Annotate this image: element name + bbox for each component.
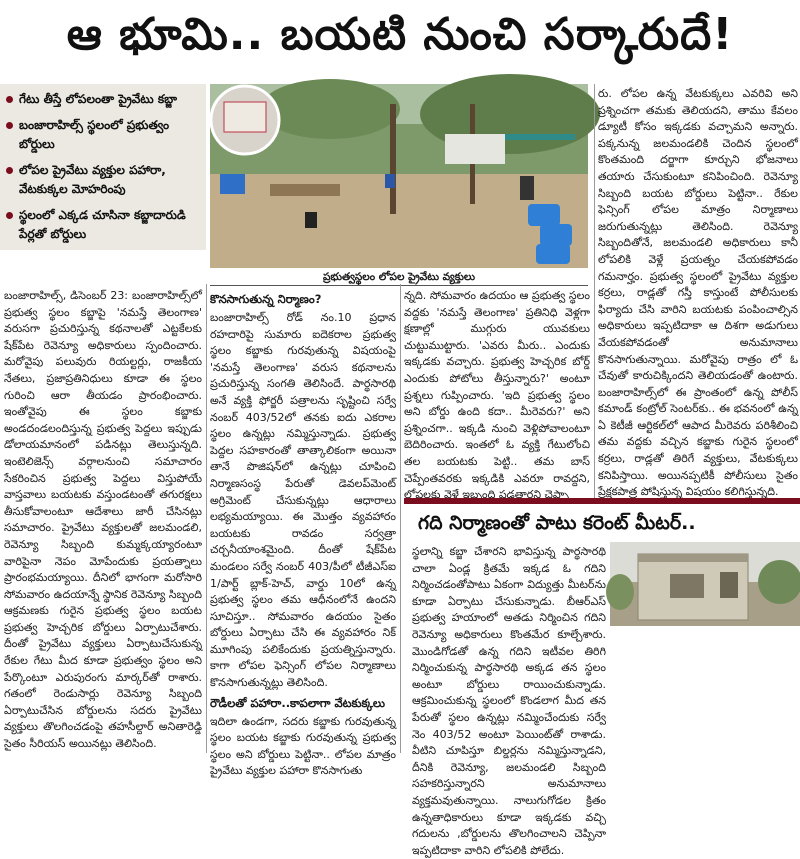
highlight-text: స్థలంలో ఎక్కడ చూసినా కబ్జాదారుడి పేర్లతో బోర్డులు [19, 208, 186, 241]
bullet-icon [6, 122, 13, 129]
subheading: కొనసాగుతున్న నిర్మాణం? [210, 292, 322, 306]
highlight-text: గేటు తీస్తే లోపలంతా ప్రైవేటు కబ్జా [19, 92, 177, 106]
photo-caption: ప్రభుత్వస్థలం లోపల ప్రైవేటు వ్యక్తులు [210, 268, 588, 286]
bullet-icon [6, 96, 13, 103]
article-column-2 [210, 288, 396, 778]
body-paragraph: ఇదిలా ఉండగా, సదరు కబ్జాకు గురవుతున్న స్థలం బయట కబ్జాకు గురవుతున్న ప్రభుత్వ స్థలం అని బోర్డులు పెట్టినా.. లోపల మాత్రం ప్రైవేటు వ్యక్తుల పహారా కొనసాగుతు [210, 714, 396, 778]
news-photo [210, 84, 588, 268]
highlight-text: బంజారాహిల్స్‌ స్థలంలో ప్రభుత్వం బోర్డులు [19, 118, 170, 151]
body-paragraph: స్థలాన్ని కబ్జా చేశారని భావిస్తున్న పార్థసారథి చాలా ఏండ్ల క్రితమే ఇక్కడ ఓ గదిని నిర్మించడంతోపాటు ఏకంగా విద్యుత్తు మీటర్‌ను కూడా ఏర్పాటు చేసుకున్నాడు. బీఆర్‌ఎస్‌ ప్రభుత్వ హయాంలో అతడు నిర్మించిన గదిని రెవెన్యూ అధికారులు కొంతమేర కూల్చేశారు. మొండిగోడతో ఉన్న గదిని ఇటీవల తిరిగి నిర్మించుకున్న పార్థసారథి అక్కడ తన స్థలం అంటూ బోర్డులు రాయించుకున్నాడు. ఆక్రమించుకున్న స్థలంలో కొండలాగ మీద తన పేరుతో స్థలం ఉన్నట్లు నమ్మించేందుకు సర్వే నెం 403/52 అంటూ పెయింట్‌తో రాశాడు. వీటిని చూపిస్తూ బిల్డర్లను నమ్మిస్తున్నాడని, దీనికి రెవెన్యూ, జలమండలి సిబ్బంది సహకరిస్తున్నారని అనుమానాలు వ్యక్తమవుతున్నాయి. నాలుగుగోడల క్రితం ఉన్నతాధికారులు కూడా ఇక్కడకు వచ్చి గదులను ,బోర్డులను తొలగించాలని చెప్పినా ఇప్పటిదాకా వారిని లోపలికి పోలేదు. [412, 545, 606, 857]
photo-scene-illustration [210, 84, 588, 268]
bullet-icon [6, 212, 13, 219]
highlights-box [0, 84, 206, 250]
article-column-3 [404, 288, 590, 502]
headline: ఆ భూమి.. బయటి నుంచి సర్కారుదే! [66, 9, 734, 60]
article-column-4 [598, 86, 798, 499]
highlight-item [6, 90, 200, 109]
body-paragraph: రు. లోపల ఉన్న వేటకుక్కలు ఎవరివి అని ప్రశ్నించగా తమకు తెలియదని, తాము కేవలం డ్యూటీ కోసం ఇక్కడకు వచ్చామని అన్నారు. పక్కనున్న జలమండలికి చెందిన స్థలంలో కొంతమంది దర్జాగా కూర్చుని భోజనాలు తయారు చేసుకుంటూ కనిపించింది. రెవెన్యూ సిబ్బంది బయట బోర్డులు పెట్టినా.. రేకుల ఫెన్సింగ్‌ లోపల మాత్రం నిర్మాణాలు జరుగుతున్నట్లు తెలిసింది. రెవెన్యూ సిబ్బందితోనే, జలమండలి అధికారులు కానీ లోపలికి వెళ్లే ప్రయత్నం చేయకపోవడం గమనార్హం. ప్రభుత్వ స్థలంలో ప్రైవేటు వ్యక్తుల కర్రలు, రాడ్లతో గస్తీ కాస్తుంటే పోలీసులకు ఫిర్యాదు చేసి వారిని బయటకు పంపించాల్సిన అధికారులు ఇప్పటిదాకా ఆ దిశగా అడుగులు వేయకపోవడంతో అనుమానాలు కొనసాగుతున్నాయి. మరోవైపు రాత్రం లో ఓ చేవుతో కారుచిక్కిందని తెలియడంతో ఉంటారు. బంజారాహిల్స్‌లో ఈ ప్రాంతంలో ఉన్న పోలీస్‌ కమాండ్‌ కంట్రోల్‌ సెంటర్‌కు.. ఈ భవనంలో ఉన్న ఏ కెటీజీ ఆర్టికల్‌లో ఆపాద మీరెవరు పరిశీలించి తమ వద్దకు వచ్చిన కబ్జాకు గురైన స్థలంలో కర్రలు, రాడ్లతో తిరిగే వ్యక్తులు, వేటకుక్కలు కనిపిస్తాయి. అయినప్పటికీ పోలీసులు సైతం ప్రేక్షకపాత్ర పోషిస్తున్న విషయం కలిగిస్తున్నది. [598, 87, 798, 499]
subheading: రౌడీలతో పహారా..కాపలాగా వేటకుక్కలు [210, 695, 386, 710]
highlight-text: లోపల ప్రైవేటు వ్యక్తుల పహారా, వేటకుక్కల మోహరింపు [19, 163, 166, 196]
body-paragraph: బంజారాహిల్స్‌ రోడ్‌ నం.10 ప్రధాన రహదారిపై సుమారు ఐదెకరాల ప్రభుత్వ స్థలం కబ్జాకు గురవుతున్న విషయంపై 'నమస్తే తెలంగాణ' వరుస కథనాలను ప్రచురిస్తున్న సంగతి తెలిసిందే. పార్థసారథి అనే వ్యక్తి ఫోర్జరీ పత్రాలను సృష్టించి సర్వే నంబర్‌ 403/52లో తనకు ఐదు ఎకరాల స్థలం ఉన్నట్లు నమ్మిస్తున్నాడు. ప్రభుత్వ పెద్దల సహకారంతో తాత్కాలికంగా అయినా తానే పొజిషన్‌లో ఉన్నట్లు చూపించి నిర్మాణసంస్థ పేరుతో డెవలప్‌మెంట్‌ అగ్రిమెంట్‌ చేసుకున్నట్లు ఆధారాలు లభ్యమయ్యాయి. ఈ మొత్తం వ్యవహారం బయటకు రావడం సర్వత్రా చర్చనీయాంశమైంది. దీంతో షేక్‌పేట మండలం సర్వే నంబర్‌ 403/పీలో టీజీఎస్‌ఐ 1/పార్ట్‌ బ్లాక్‌-హెచ్‌, వార్డు 10లో ఉన్న ప్రభుత్వ స్థలం తమ ఆధీనంలోనే ఉందని సూచిస్తూ.. సోమవారం ఉదయం సైతం బోర్డులు ఏర్పాటు చేసి ఈ వ్యవహారం నిక్ మూగింపు పలికేందుకు ప్రయత్నిస్తున్నారు. కాగా లోపల ఫెన్సింగ్‌ లోపల నిర్మాణాలు కొనసాగుతున్నట్లు తెలిసింది. [210, 311, 396, 690]
highlight-item [6, 206, 200, 244]
highlight-item [6, 116, 200, 154]
article-column-1 [4, 288, 202, 753]
column-divider [594, 84, 595, 498]
body-paragraph: బంజారాహిల్స్‌, డిసెంబర్‌ 23: బంజారాహిల్స్‌లో ప్రభుత్వ స్థలం కబ్జాపై 'నమస్తే తెలంగాణ' వరుసగా ప్రచురిస్తున్న కథనాలతో ఎట్టకేలకు షేక్‌పేట రెవెన్యూ అధికారులు స్పందించారు. మరోవైపు పలువురు రియల్టర్లు, రాజకీయ నేతలు, ప్రజాప్రతినిధులు కూడా ఈ స్థలం గురించి ఆరా తీయడం ప్రారంభించారు. ఇంతోవైపు ఈ స్థలం కబ్జాకు అండదండలందిస్తున్న ప్రభుత్వ పెద్దలు ఇప్పుడు డోలాయమానంలో పడినట్లు తెలుస్తున్నది. ఇంటెలిజెన్స్‌ వర్గాలనుంచి సమాచారం సేకరించిన ప్రభుత్వ పెద్దలు విస్తుపోయే వాస్తవాలు బయటకు వస్తుండటంతో తగురక్షలు తీసుకోవాలంటూ ఆదేశాలు జారీ చేసినట్లు సమాచారం. ప్రైవేటు వ్యక్తులతో జలమండలి, రెవెన్యూ సిబ్బంది కుమ్మక్కయ్యారంటూ వారిపైనా నెపం మోపేందుకు ప్రయత్నాలు ప్రారంభమయ్యాయి. దీనిలో భాగంగా మరోసారి సోమవారం ఉదయాన్నే స్థానిక రెవెన్యూ సిబ్బంది ఆక్రమణకు గురైన ప్రభుత్వ స్థలం బయట ప్రభుత్వ హెచ్చరిక బోర్డులు ఏర్పాటుచేశారు. దీంతో ప్రైవేటు వ్యక్తులు ఏర్పాటుచేసుకున్న రేకుల గేటు మీద కూడా ప్రభుత్వం స్థలం అని పేర్కొంటూ ఎరుపురంగు మార్కర్‌తో రాశారు. గతంలో రెండుసార్లు రెవెన్యూ సిబ్బంది ఏర్పాటుచేసిన బోర్డులను సదరు ప్రైవేటు వ్యక్తులు తొలగించడంపై తహసీల్దార్‌ అనితారెడ్డి సైతం సీరియస్‌ అయినట్లు తెలిసింది. [4, 289, 202, 751]
body-paragraph: న్నది. సోమవారం ఉదయం ఆ ప్రభుత్వ స్థలం వద్దకు 'నమస్తే తెలంగాణ' ప్రతినిధి వెళ్లగా క్షణాల్లో ముగ్గురు యువకులు చుట్టుముట్టారు. 'ఎవరు మీరు.. ఎందుకు ఇక్కడకు వచ్చారు. ప్రభుత్వ హెచ్చరిక బోర్డ్‌ ఎందుకు పోటోలు తీస్తున్నారు?' అంటూ ప్రశ్నలు గుప్పించారు. 'ఇది ప్రభుత్వ స్థలం అని బోర్డు ఉంది కదా.. మీరెవరు?' అని ప్రశ్నించగా.. ఇక్కడి నుంచి వెళ్లిపోవాలంటూ బెదిరించారు. ఇంతలో ఓ వ్యక్తి గేటులోంచి తల బయటకు పెట్టి.. తమ బాస్‌ చెప్పేంతవరకు ఇక్కడికి ఎవరూ రావద్దని, లోపలకు వెళ్లే ఇబ్బంది పడతారని చెప్పా [404, 289, 590, 502]
sidebar-story-text-top [412, 544, 606, 857]
bullet-icon [6, 167, 13, 174]
sidebar-story-headline: గది నిర్మాణంతో పాటు కరెంట్‌ మీటర్‌.. [418, 512, 696, 534]
sidebar-story-photo [610, 542, 800, 626]
column-divider [206, 284, 207, 753]
building-photo-illustration [610, 542, 800, 626]
highlight-item [6, 161, 200, 199]
column-divider [400, 284, 401, 753]
